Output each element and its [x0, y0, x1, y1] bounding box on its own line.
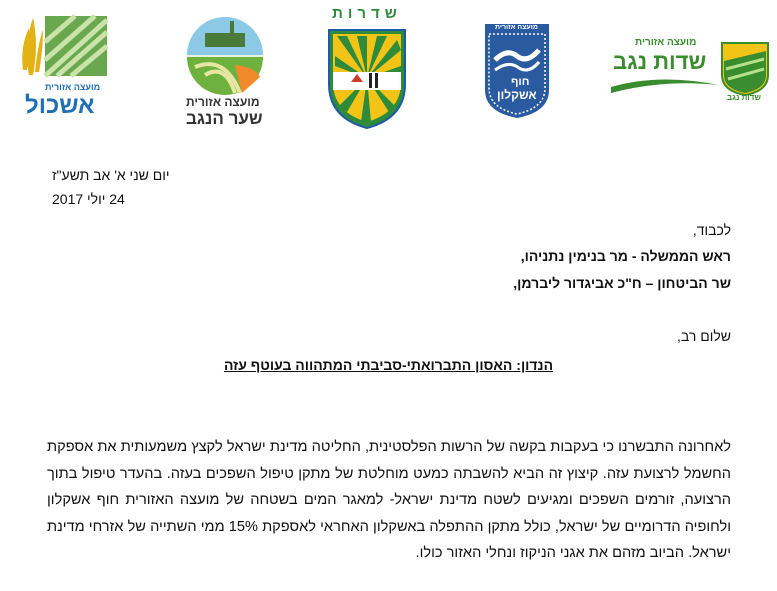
- shaar-hanegev-logo: [180, 15, 270, 130]
- shaar-hanegev-emblem: [180, 15, 270, 95]
- sdot-negev-swoosh-icon: [609, 75, 721, 97]
- sdot-negev-label: שדות נגב: [613, 49, 707, 74]
- shaar-hanegev-label-small: מועצה אזורית: [186, 95, 260, 109]
- sdot-negev-badge-label: שדות נגב: [727, 93, 761, 102]
- hof-ashkelon-emblem: [483, 20, 551, 120]
- shaar-hanegev-label: שער הנגב: [186, 109, 263, 128]
- body-paragraph: לאחרונה התבשרנו כי בעקבות בקשה של הרשות הפלסטינית, החליטה מדינת ישראל לקצץ משמעותית את אספקת החשמל לרצועת עזה. קיצוץ זה הביא להשבתה כמעט מוחלטת של מתקן טיפול השפכים בעזה. בהעדר טיפול בתוך הרצועה, זורמים השפכים ומגיעים לשטח מדינת ישראל- למאגר המים בשטחה של מועצה האזורית חוף אשקלון ולחופיה הדרומיים של ישראל, כולל מתקן ההתפלה באשקלון האחראי לאספקת 15% ממי השתייה של אזרחי מדינת ישראל. הביוב מזהם את אגני הניקוז ונחלי האזור כולו.: [47, 439, 731, 561]
- sdot-negev-shield-icon: [720, 39, 770, 97]
- hof-ashkelon-logo: [483, 20, 551, 120]
- eshkol-emblem: [15, 10, 115, 80]
- logo-bar: [0, 0, 777, 135]
- eshkol-logo: [15, 10, 115, 125]
- address-to: לכבוד,: [692, 222, 731, 238]
- hof-ashkelon-label-2: אשקלון: [497, 88, 537, 102]
- recipient-prime-minister: ראש הממשלה - מר בנימין נתניהו,: [520, 248, 731, 264]
- sderot-shield-icon: [325, 26, 409, 130]
- hof-ashkelon-label-1: חוף: [511, 76, 530, 88]
- eshkol-label-small: מועצה אזורית: [45, 82, 101, 92]
- recipient-defense-minister: שר הביטחון – ח"כ אביגדור ליברמן,: [513, 275, 731, 291]
- sdot-negev-label-small: מועצה אזורית: [635, 37, 697, 48]
- sdot-negev-logo: [607, 35, 772, 105]
- gregorian-date: 24 יולי 2017: [52, 191, 125, 207]
- greeting: שלום רב,: [677, 328, 731, 344]
- sderot-logo: [325, 5, 409, 130]
- date-block: [52, 163, 170, 211]
- eshkol-label: אשכול: [25, 92, 95, 119]
- sderot-label: שדרות: [332, 5, 402, 22]
- hof-ashkelon-top-label: מועצה אזורית: [495, 24, 538, 31]
- subject-line: הנדון: האסון התברואתי-סביבתי המתהווה בעוטף עזה: [223, 357, 554, 373]
- hebrew-date: יום שני א' אב תשע"ז: [52, 167, 170, 183]
